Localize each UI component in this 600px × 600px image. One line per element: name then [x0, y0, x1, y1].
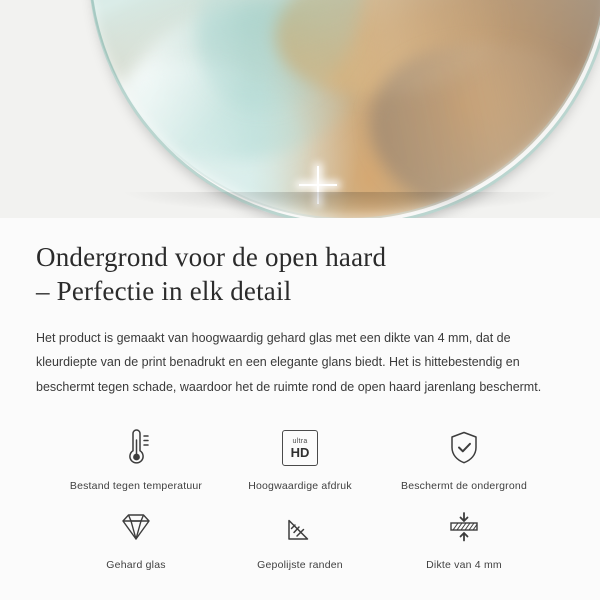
hero-image-inner: [0, 0, 600, 218]
feature-label: Dikte van 4 mm: [426, 559, 502, 572]
thickness-icon: [442, 504, 486, 550]
feature-label: Hoogwaardige afdruk: [248, 480, 352, 493]
page-title-line-1: Ondergrond voor de open haard: [36, 242, 387, 272]
feature-label: Gehard glas: [106, 559, 166, 572]
ultra-hd-badge: [282, 430, 318, 466]
feature-item-polished-edges: [218, 504, 382, 571]
page-title-line-2: – Perfectie in elk detail: [36, 276, 292, 307]
badge-top-text: ultra: [292, 437, 308, 445]
diamond-icon: [115, 504, 157, 550]
product-description-text: Het product is gemaakt van hoogwaardig gehard glas met een dikte van 4 mm, dat de kleurdiepte van de print benadrukt en een elegante glans biedt. Het is hittebestendig en beschermt tegen schade, waardoor het de ruimte rond de open haard jarenlang beschermt.: [36, 331, 542, 394]
content-area: [0, 240, 600, 571]
ultra-hd-icon: [282, 425, 318, 471]
feature-item-surface-protection: [382, 425, 546, 492]
feature-grid: [36, 425, 564, 571]
feature-item-print-quality: [218, 425, 382, 492]
shield-check-icon: [445, 425, 483, 471]
feature-label: Gepolijste randen: [257, 559, 343, 572]
feature-item-tempered-glass: [54, 504, 218, 571]
feature-item-thickness: [382, 504, 546, 571]
thermometer-icon: [116, 425, 156, 471]
feature-item-temperature: [54, 425, 218, 492]
feature-label: Bestand tegen temperatuur: [69, 480, 203, 493]
badge-bottom-text: HD: [290, 444, 310, 460]
polished-edges-icon: [280, 504, 320, 550]
round-glass-panel: [88, 0, 600, 218]
feature-label: Beschermt de ondergrond: [400, 480, 527, 493]
hero-product-image: [0, 0, 600, 218]
page-title: [36, 240, 564, 308]
